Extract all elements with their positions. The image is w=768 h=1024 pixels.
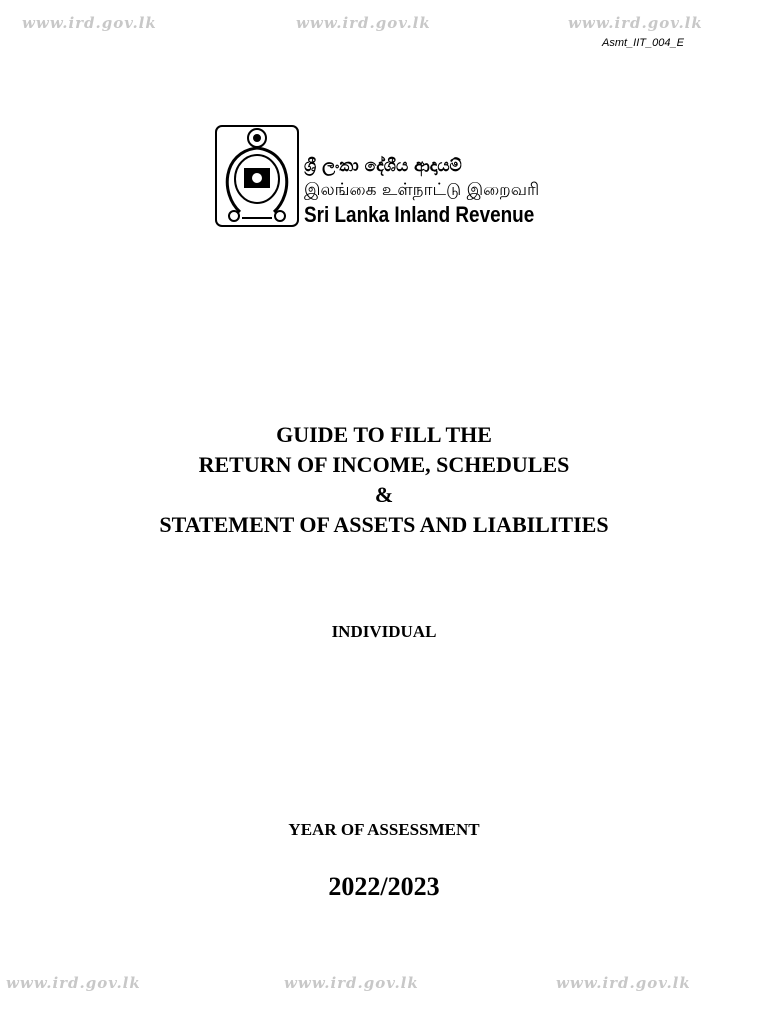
title-line-2: RETURN OF INCOME, SCHEDULES [198, 452, 570, 477]
national-emblem-icon [214, 124, 300, 228]
watermark-top-left: www.ird.gov.lk [22, 14, 157, 32]
ird-logo [214, 124, 594, 234]
title-line-3: & [374, 482, 394, 507]
logo-sinhala-text: ශ්‍රී ලංකා දේශීය ආදායම් [304, 156, 462, 176]
assessment-label: YEAR OF ASSESSMENT [288, 820, 480, 839]
logo-tamil-text: இலங்கை உள்நாட்டு இறைவரி [304, 180, 540, 200]
title-line-4: STATEMENT OF ASSETS AND LIABILITIES [159, 512, 609, 537]
taxpayer-type: INDIVIDUAL [331, 622, 437, 641]
watermark-bottom-left: www.ird.gov.lk [6, 974, 141, 992]
title-line-1: GUIDE TO FILL THE [276, 422, 492, 447]
watermark-bottom-center: www.ird.gov.lk [284, 974, 419, 992]
watermark-bottom-right: www.ird.gov.lk [556, 974, 691, 992]
logo-english-text: Sri Lanka Inland Revenue [304, 202, 535, 227]
watermark-top-center: www.ird.gov.lk [296, 14, 431, 32]
document-code: Asmt_IIT_004_E [602, 37, 684, 49]
watermark-top-right: www.ird.gov.lk [568, 14, 703, 32]
document-title [0, 420, 768, 540]
assessment-year: 2022/2023 [328, 872, 440, 901]
